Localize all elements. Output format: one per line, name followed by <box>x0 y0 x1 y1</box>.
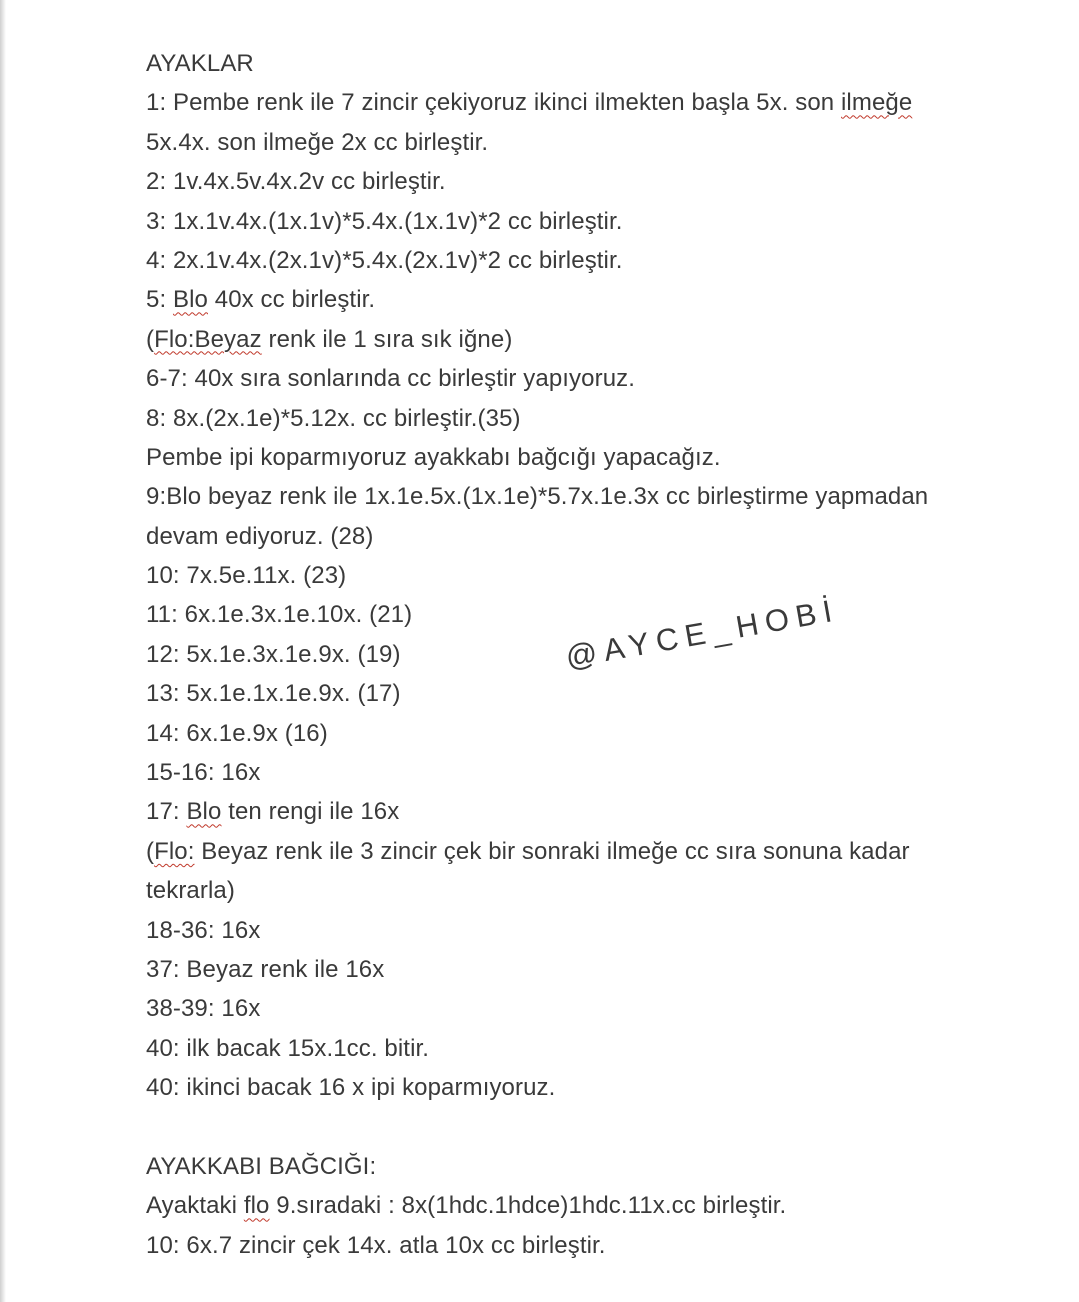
spellcheck-word: Blo <box>186 798 222 826</box>
text-line: 40: ikinci bacak 16 x ipi koparmıyoruz. <box>146 1074 556 1102</box>
text-line: 38-39: 16x <box>146 995 261 1023</box>
text-line: 14: 6x.1e.9x (16) <box>146 719 328 747</box>
text-segment: ten rengi ile 16x <box>221 798 400 826</box>
text-line: Pembe ipi koparmıyoruz ayakkabı bağcığı yapacağız. <box>146 443 721 471</box>
text-segment: ( <box>146 325 155 353</box>
text-segment: ( <box>146 837 155 865</box>
heading-ayaklar: AYAKLAR <box>146 50 254 77</box>
text-line: tekrarla) <box>146 877 235 905</box>
text-line: 12: 5x.1e.3x.1e.9x. (19) <box>146 640 401 668</box>
watermark: @AYCE_HOBİ <box>562 592 842 675</box>
text-segment: 17: <box>146 798 187 826</box>
text-line: 15-16: 16x <box>146 759 261 787</box>
spellcheck-word: Flo: <box>154 837 195 865</box>
spellcheck-word: Blo <box>172 286 208 314</box>
text-segment: Ayaktaki <box>146 1192 244 1220</box>
text-line <box>146 280 1046 319</box>
text-line <box>146 83 1046 122</box>
text-line: 10: 7x.5e.11x. (23) <box>146 562 347 590</box>
text-line: 13: 5x.1e.1x.1e.9x. (17) <box>146 680 401 708</box>
text-segment: 5: <box>146 286 173 314</box>
text-segment: renk ile 1 sıra sık iğne) <box>261 325 513 353</box>
text-line: 40: ilk bacak 15x.1cc. bitir. <box>146 1034 430 1062</box>
page-left-edge <box>0 0 6 1302</box>
text-line <box>146 792 1046 831</box>
spellcheck-word: Flo:Beyaz <box>154 325 262 353</box>
text-line <box>146 320 1046 359</box>
text-line: 18-36: 16x <box>146 916 261 944</box>
text-line: 2: 1v.4x.5v.4x.2v cc birleştir. <box>146 168 446 196</box>
spellcheck-word: flo <box>243 1192 270 1220</box>
text-line: 10: 6x.7 zincir çek 14x. atla 10x cc birleştir. <box>146 1231 606 1259</box>
text-line <box>146 832 1046 871</box>
text-line: 4: 2x.1v.4x.(2x.1v)*5.4x.(2x.1v)*2 cc birleştir. <box>146 246 623 274</box>
text-segment: 9.sıradaki : 8x(1hdc.1hdce)1hdc.11x.cc birleştir. <box>269 1192 787 1220</box>
text-segment: Beyaz renk ile 3 zincir çek bir sonraki ilmeğe cc sıra sonuna kadar <box>194 837 910 865</box>
text-line <box>146 1186 1046 1225</box>
text-line: 8: 8x.(2x.1e)*5.12x. cc birleştir.(35) <box>146 404 521 432</box>
text-segment: 1: Pembe renk ile 7 zincir çekiyoruz ikinci ilmekten başla 5x. son <box>146 89 841 117</box>
text-line: 6-7: 40x sıra sonlarında cc birleştir yapıyoruz. <box>146 365 636 393</box>
text-line: 5x.4x. son ilmeğe 2x cc birleştir. <box>146 128 489 156</box>
text-line: 37: Beyaz renk ile 16x <box>146 955 385 983</box>
blank-line <box>146 1108 1046 1147</box>
text-segment: 40x cc birleştir. <box>207 286 376 314</box>
text-line: devam ediyoruz. (28) <box>146 522 374 550</box>
spellcheck-word: ilmeğe <box>841 89 913 117</box>
text-line: 9:Blo beyaz renk ile 1x.1e.5x.(1x.1e)*5.7x.1e.3x cc birleştirme yapmadan <box>146 483 929 511</box>
text-line: 3: 1x.1v.4x.(1x.1v)*5.4x.(1x.1v)*2 cc birleştir. <box>146 207 623 235</box>
heading-ayakkabi-bagcigi: AYAKKABI BAĞCIĞI: <box>146 1152 377 1180</box>
text-line: 11: 6x.1e.3x.1e.10x. (21) <box>146 601 413 629</box>
